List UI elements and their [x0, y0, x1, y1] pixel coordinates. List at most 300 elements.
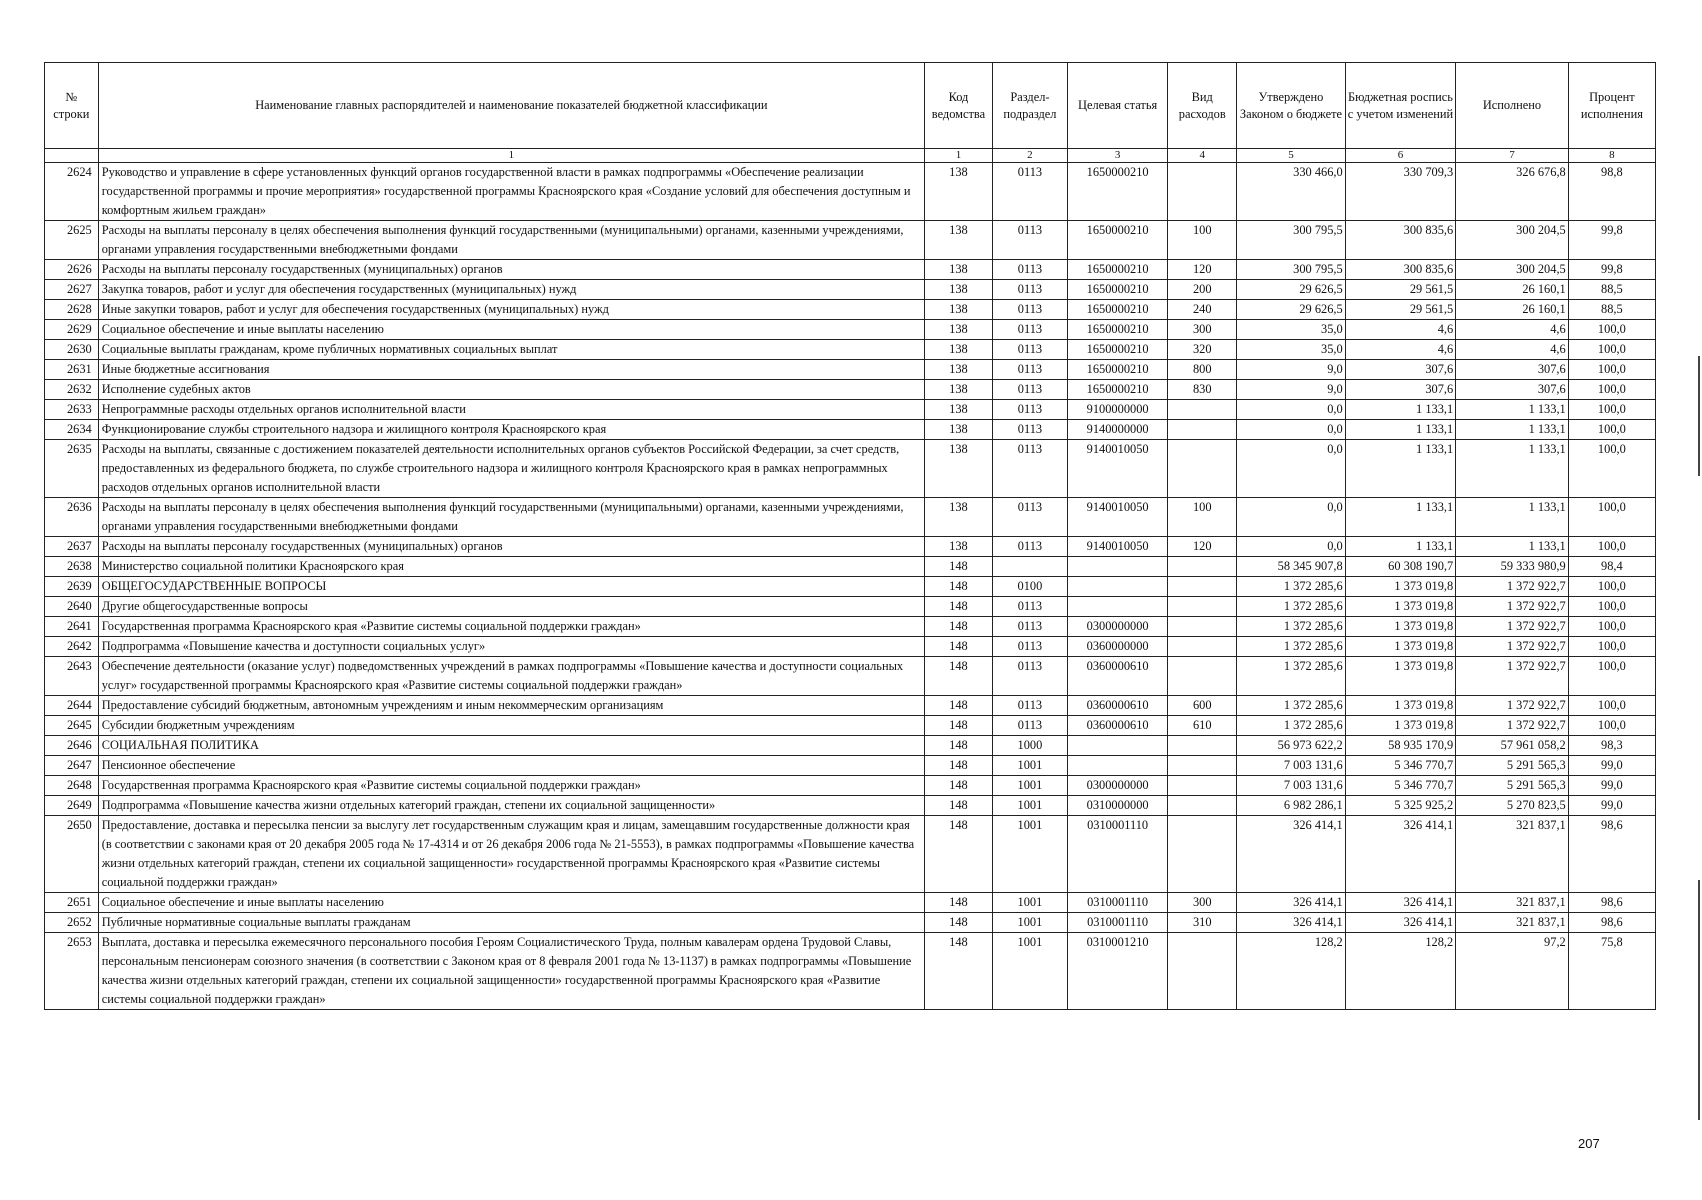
table-row [45, 637, 1656, 657]
row-type-cell: 120 [1168, 260, 1237, 280]
row-target-cell: 9140010050 [1067, 537, 1167, 557]
row-name-cell: Другие общегосударственные вопросы [98, 597, 924, 617]
row-budget-cell: 4,6 [1345, 340, 1456, 360]
row-approved-cell: 300 795,5 [1237, 260, 1345, 280]
row-name-cell: Руководство и управление в сфере установленных функций органов государственной власти в рамках подпрограммы «Обеспечение реализации государственной программы и прочие мероприятия» государственной программы Красноярского края «Создание условий для обеспечения доступным и комфортным жильем граждан» [98, 163, 924, 221]
row-section-cell: 0113 [992, 260, 1067, 280]
row-approved-cell: 6 982 286,1 [1237, 796, 1345, 816]
row-type-cell: 800 [1168, 360, 1237, 380]
row-number-cell: 2642 [45, 637, 99, 657]
row-budget-cell: 1 133,1 [1345, 400, 1456, 420]
row-approved-cell: 7 003 131,6 [1237, 776, 1345, 796]
row-dept-cell: 138 [925, 380, 993, 400]
row-target-cell [1067, 557, 1167, 577]
row-percent-cell: 100,0 [1568, 380, 1655, 400]
table-row [45, 557, 1656, 577]
row-executed-cell: 97,2 [1456, 933, 1569, 1010]
row-percent-cell: 100,0 [1568, 597, 1655, 617]
row-type-cell [1168, 637, 1237, 657]
row-approved-cell: 7 003 131,6 [1237, 756, 1345, 776]
row-section-cell: 0113 [992, 657, 1067, 696]
row-approved-cell: 29 626,5 [1237, 280, 1345, 300]
row-percent-cell: 100,0 [1568, 696, 1655, 716]
colnum-4: 3 [1067, 149, 1167, 163]
table-row [45, 380, 1656, 400]
row-executed-cell: 300 204,5 [1456, 260, 1569, 280]
budget-execution-table [44, 62, 1656, 1010]
row-executed-cell: 326 676,8 [1456, 163, 1569, 221]
column-number-row [45, 149, 1656, 163]
row-dept-cell: 138 [925, 260, 993, 280]
row-dept-cell: 148 [925, 816, 993, 893]
row-percent-cell: 88,5 [1568, 280, 1655, 300]
row-number-cell: 2644 [45, 696, 99, 716]
row-approved-cell: 35,0 [1237, 320, 1345, 340]
row-executed-cell: 321 837,1 [1456, 816, 1569, 893]
row-type-cell [1168, 736, 1237, 756]
row-percent-cell: 98,8 [1568, 163, 1655, 221]
row-budget-cell: 4,6 [1345, 320, 1456, 340]
row-section-cell: 0113 [992, 597, 1067, 617]
table-row [45, 360, 1656, 380]
row-approved-cell: 0,0 [1237, 440, 1345, 498]
row-number-cell: 2629 [45, 320, 99, 340]
row-dept-cell: 148 [925, 696, 993, 716]
row-target-cell: 1650000210 [1067, 221, 1167, 260]
row-budget-cell: 29 561,5 [1345, 300, 1456, 320]
row-number-cell: 2640 [45, 597, 99, 617]
colnum-7: 6 [1345, 149, 1456, 163]
row-type-cell [1168, 420, 1237, 440]
row-budget-cell: 307,6 [1345, 360, 1456, 380]
table-row [45, 498, 1656, 537]
row-name-cell: Предоставление субсидий бюджетным, автономным учреждениям и иным некоммерческим организациям [98, 696, 924, 716]
row-section-cell: 1001 [992, 933, 1067, 1010]
row-dept-cell: 148 [925, 637, 993, 657]
row-type-cell [1168, 400, 1237, 420]
row-dept-cell: 148 [925, 796, 993, 816]
row-type-cell [1168, 577, 1237, 597]
row-section-cell: 0113 [992, 498, 1067, 537]
colnum-5: 4 [1168, 149, 1237, 163]
row-budget-cell: 1 373 019,8 [1345, 657, 1456, 696]
row-name-cell: Социальные выплаты гражданам, кроме публичных нормативных социальных выплат [98, 340, 924, 360]
table-row [45, 221, 1656, 260]
row-dept-cell: 138 [925, 280, 993, 300]
row-approved-cell: 35,0 [1237, 340, 1345, 360]
row-percent-cell: 100,0 [1568, 637, 1655, 657]
row-executed-cell: 321 837,1 [1456, 893, 1569, 913]
row-number-cell: 2632 [45, 380, 99, 400]
row-target-cell: 0300000000 [1067, 617, 1167, 637]
colnum-8: 7 [1456, 149, 1569, 163]
header-section: Раздел-подраздел [992, 63, 1067, 149]
row-percent-cell: 98,3 [1568, 736, 1655, 756]
row-approved-cell: 0,0 [1237, 400, 1345, 420]
row-number-cell: 2634 [45, 420, 99, 440]
page-number: 207 [1578, 1136, 1600, 1151]
row-number-cell: 2653 [45, 933, 99, 1010]
row-executed-cell: 57 961 058,2 [1456, 736, 1569, 756]
row-type-cell: 100 [1168, 498, 1237, 537]
row-executed-cell: 1 133,1 [1456, 420, 1569, 440]
row-percent-cell: 100,0 [1568, 498, 1655, 537]
row-number-cell: 2627 [45, 280, 99, 300]
colnum-3: 2 [992, 149, 1067, 163]
row-dept-cell: 138 [925, 440, 993, 498]
table-row [45, 440, 1656, 498]
row-number-cell: 2650 [45, 816, 99, 893]
row-executed-cell: 26 160,1 [1456, 280, 1569, 300]
row-name-cell: Иные закупки товаров, работ и услуг для обеспечения государственных (муниципальных) нужд [98, 300, 924, 320]
row-target-cell: 0360000610 [1067, 657, 1167, 696]
row-target-cell [1067, 597, 1167, 617]
row-section-cell: 0113 [992, 300, 1067, 320]
row-target-cell: 0360000000 [1067, 637, 1167, 657]
row-type-cell: 300 [1168, 893, 1237, 913]
row-executed-cell: 307,6 [1456, 380, 1569, 400]
table-row [45, 340, 1656, 360]
row-percent-cell: 88,5 [1568, 300, 1655, 320]
row-budget-cell: 1 373 019,8 [1345, 577, 1456, 597]
row-dept-cell: 138 [925, 221, 993, 260]
row-approved-cell: 1 372 285,6 [1237, 716, 1345, 736]
row-approved-cell: 326 414,1 [1237, 893, 1345, 913]
row-target-cell [1067, 756, 1167, 776]
row-dept-cell: 138 [925, 360, 993, 380]
row-percent-cell: 100,0 [1568, 340, 1655, 360]
row-dept-cell: 138 [925, 300, 993, 320]
row-dept-cell: 148 [925, 736, 993, 756]
row-type-cell: 610 [1168, 716, 1237, 736]
row-percent-cell: 99,0 [1568, 756, 1655, 776]
row-name-cell: Государственная программа Красноярского края «Развитие системы социальной поддержки граждан» [98, 776, 924, 796]
row-section-cell [992, 557, 1067, 577]
row-target-cell: 0310000000 [1067, 796, 1167, 816]
row-number-cell: 2648 [45, 776, 99, 796]
row-executed-cell: 1 372 922,7 [1456, 637, 1569, 657]
row-section-cell: 0113 [992, 420, 1067, 440]
row-target-cell [1067, 736, 1167, 756]
row-budget-cell: 326 414,1 [1345, 893, 1456, 913]
table-row [45, 893, 1656, 913]
row-name-cell: Пенсионное обеспечение [98, 756, 924, 776]
row-target-cell: 9140010050 [1067, 498, 1167, 537]
row-executed-cell: 5 291 565,3 [1456, 756, 1569, 776]
row-section-cell: 1001 [992, 796, 1067, 816]
row-section-cell: 0113 [992, 400, 1067, 420]
row-number-cell: 2646 [45, 736, 99, 756]
row-approved-cell: 1 372 285,6 [1237, 617, 1345, 637]
table-row [45, 796, 1656, 816]
row-section-cell: 0113 [992, 360, 1067, 380]
table-row [45, 776, 1656, 796]
table-row [45, 696, 1656, 716]
row-target-cell: 0310001210 [1067, 933, 1167, 1010]
header-exp-type: Вид расходов [1168, 63, 1237, 149]
table-row [45, 657, 1656, 696]
row-dept-cell: 148 [925, 776, 993, 796]
row-number-cell: 2638 [45, 557, 99, 577]
row-executed-cell: 300 204,5 [1456, 221, 1569, 260]
row-name-cell: Расходы на выплаты персоналу государственных (муниципальных) органов [98, 537, 924, 557]
table-row [45, 597, 1656, 617]
row-executed-cell: 5 270 823,5 [1456, 796, 1569, 816]
row-percent-cell: 100,0 [1568, 440, 1655, 498]
row-executed-cell: 1 372 922,7 [1456, 577, 1569, 597]
row-budget-cell: 58 935 170,9 [1345, 736, 1456, 756]
row-target-cell: 1650000210 [1067, 163, 1167, 221]
row-type-cell: 320 [1168, 340, 1237, 360]
row-budget-cell: 300 835,6 [1345, 221, 1456, 260]
row-target-cell: 0310001110 [1067, 913, 1167, 933]
row-name-cell: Субсидии бюджетным учреждениям [98, 716, 924, 736]
row-number-cell: 2641 [45, 617, 99, 637]
row-dept-cell: 148 [925, 617, 993, 637]
row-number-cell: 2637 [45, 537, 99, 557]
row-name-cell: Непрограммные расходы отдельных органов исполнительной власти [98, 400, 924, 420]
row-type-cell: 100 [1168, 221, 1237, 260]
row-executed-cell: 1 133,1 [1456, 537, 1569, 557]
row-budget-cell: 1 133,1 [1345, 537, 1456, 557]
row-approved-cell: 1 372 285,6 [1237, 637, 1345, 657]
row-approved-cell: 1 372 285,6 [1237, 657, 1345, 696]
row-target-cell [1067, 577, 1167, 597]
row-percent-cell: 98,6 [1568, 893, 1655, 913]
table-row [45, 260, 1656, 280]
row-approved-cell: 1 372 285,6 [1237, 696, 1345, 716]
row-budget-cell: 1 373 019,8 [1345, 716, 1456, 736]
row-target-cell: 0310001110 [1067, 893, 1167, 913]
row-target-cell: 1650000210 [1067, 280, 1167, 300]
row-target-cell: 1650000210 [1067, 300, 1167, 320]
row-dept-cell: 148 [925, 716, 993, 736]
row-executed-cell: 1 372 922,7 [1456, 716, 1569, 736]
row-type-cell [1168, 796, 1237, 816]
row-number-cell: 2649 [45, 796, 99, 816]
row-percent-cell: 100,0 [1568, 617, 1655, 637]
row-budget-cell: 1 373 019,8 [1345, 597, 1456, 617]
row-budget-cell: 60 308 190,7 [1345, 557, 1456, 577]
row-executed-cell: 1 133,1 [1456, 440, 1569, 498]
row-name-cell: Публичные нормативные социальные выплаты гражданам [98, 913, 924, 933]
scan-edge-mark [1698, 356, 1700, 476]
row-name-cell: Расходы на выплаты, связанные с достижением показателей деятельности исполнительных органов субъектов Российской Федерации, за счет средств, предоставленных из федерального бюджета, по службе строительного надзора и жилищного контроля Красноярского края в рамках непрограммных расходов отдельных органов исполнительной власти [98, 440, 924, 498]
row-section-cell: 1001 [992, 893, 1067, 913]
row-budget-cell: 300 835,6 [1345, 260, 1456, 280]
row-approved-cell: 1 372 285,6 [1237, 577, 1345, 597]
row-name-cell: Иные бюджетные ассигнования [98, 360, 924, 380]
row-name-cell: Закупка товаров, работ и услуг для обеспечения государственных (муниципальных) нужд [98, 280, 924, 300]
row-type-cell [1168, 597, 1237, 617]
colnum-0 [45, 149, 99, 163]
row-section-cell: 0113 [992, 163, 1067, 221]
row-dept-cell: 148 [925, 657, 993, 696]
row-executed-cell: 1 133,1 [1456, 400, 1569, 420]
row-approved-cell: 9,0 [1237, 380, 1345, 400]
row-dept-cell: 138 [925, 420, 993, 440]
table-row [45, 816, 1656, 893]
row-approved-cell: 128,2 [1237, 933, 1345, 1010]
row-budget-cell: 1 133,1 [1345, 420, 1456, 440]
scan-edge-mark [1698, 880, 1700, 1120]
row-dept-cell: 138 [925, 498, 993, 537]
row-name-cell: Министерство социальной политики Красноярского края [98, 557, 924, 577]
header-approved: Утверждено Законом о бюджете [1237, 63, 1345, 149]
row-type-cell [1168, 933, 1237, 1010]
row-name-cell: Подпрограмма «Повышение качества жизни отдельных категорий граждан, степени их социальной защищенности» [98, 796, 924, 816]
row-executed-cell: 26 160,1 [1456, 300, 1569, 320]
row-dept-cell: 148 [925, 913, 993, 933]
row-section-cell: 1001 [992, 913, 1067, 933]
row-name-cell: Социальное обеспечение и иные выплаты населению [98, 320, 924, 340]
header-row-no: № строки [45, 63, 99, 149]
row-type-cell [1168, 816, 1237, 893]
row-number-cell: 2652 [45, 913, 99, 933]
row-type-cell [1168, 440, 1237, 498]
row-number-cell: 2630 [45, 340, 99, 360]
row-dept-cell: 148 [925, 756, 993, 776]
row-approved-cell: 0,0 [1237, 498, 1345, 537]
header-budget-list: Бюджетная роспись с учетом изменений [1345, 63, 1456, 149]
row-approved-cell: 56 973 622,2 [1237, 736, 1345, 756]
table-row [45, 420, 1656, 440]
row-dept-cell: 138 [925, 537, 993, 557]
row-executed-cell: 1 372 922,7 [1456, 617, 1569, 637]
row-type-cell: 200 [1168, 280, 1237, 300]
row-target-cell: 1650000210 [1067, 340, 1167, 360]
row-executed-cell: 1 372 922,7 [1456, 657, 1569, 696]
row-approved-cell: 1 372 285,6 [1237, 597, 1345, 617]
row-type-cell [1168, 657, 1237, 696]
table-row [45, 577, 1656, 597]
row-budget-cell: 1 373 019,8 [1345, 617, 1456, 637]
row-target-cell: 9100000000 [1067, 400, 1167, 420]
row-target-cell: 0310001110 [1067, 816, 1167, 893]
header-executed: Исполнено [1456, 63, 1569, 149]
row-budget-cell: 5 325 925,2 [1345, 796, 1456, 816]
row-type-cell: 120 [1168, 537, 1237, 557]
row-executed-cell: 4,6 [1456, 340, 1569, 360]
row-number-cell: 2628 [45, 300, 99, 320]
row-section-cell: 0113 [992, 280, 1067, 300]
table-row [45, 537, 1656, 557]
row-percent-cell: 99,8 [1568, 260, 1655, 280]
row-type-cell [1168, 163, 1237, 221]
row-approved-cell: 29 626,5 [1237, 300, 1345, 320]
budget-table-sheet [44, 62, 1656, 1010]
row-section-cell: 0113 [992, 380, 1067, 400]
row-executed-cell: 5 291 565,3 [1456, 776, 1569, 796]
row-budget-cell: 307,6 [1345, 380, 1456, 400]
row-name-cell: Социальное обеспечение и иные выплаты населению [98, 893, 924, 913]
row-approved-cell: 9,0 [1237, 360, 1345, 380]
row-number-cell: 2645 [45, 716, 99, 736]
table-row [45, 617, 1656, 637]
row-executed-cell: 307,6 [1456, 360, 1569, 380]
row-budget-cell: 5 346 770,7 [1345, 776, 1456, 796]
row-name-cell: Предоставление, доставка и пересылка пенсии за выслугу лет государственным служащим края и лицам, замещавшим государственные должности края (в соответствии с законами края от 20 декабря 2005 года № 17-4314 и от 26 декабря 2006 года № 21-5553), в рамках подпрограммы «Повышение качества жизни отдельных категорий граждан, степени их социальной защищенности» государственной программы Красноярского края «Развитие системы социальной поддержки граждан» [98, 816, 924, 893]
row-budget-cell: 330 709,3 [1345, 163, 1456, 221]
row-name-cell: Расходы на выплаты персоналу в целях обеспечения выполнения функций государственными (муниципальными) органами, казенными учреждениями, органами управления государственными внебюджетными фондами [98, 498, 924, 537]
row-number-cell: 2643 [45, 657, 99, 696]
row-name-cell: Государственная программа Красноярского края «Развитие системы социальной поддержки граждан» [98, 617, 924, 637]
row-type-cell: 300 [1168, 320, 1237, 340]
row-name-cell: Функционирование службы строительного надзора и жилищного контроля Красноярского края [98, 420, 924, 440]
row-budget-cell: 1 373 019,8 [1345, 637, 1456, 657]
row-budget-cell: 5 346 770,7 [1345, 756, 1456, 776]
row-type-cell: 600 [1168, 696, 1237, 716]
row-type-cell: 310 [1168, 913, 1237, 933]
row-dept-cell: 148 [925, 557, 993, 577]
row-budget-cell: 1 133,1 [1345, 440, 1456, 498]
row-type-cell: 830 [1168, 380, 1237, 400]
row-percent-cell: 100,0 [1568, 420, 1655, 440]
row-section-cell: 0100 [992, 577, 1067, 597]
row-target-cell: 0360000610 [1067, 696, 1167, 716]
row-section-cell: 0113 [992, 617, 1067, 637]
row-executed-cell: 59 333 980,9 [1456, 557, 1569, 577]
row-percent-cell: 100,0 [1568, 320, 1655, 340]
row-type-cell [1168, 776, 1237, 796]
table-row [45, 716, 1656, 736]
row-name-cell: Обеспечение деятельности (оказание услуг) подведомственных учреждений в рамках подпрограммы «Повышение качества и доступности социальных услуг» государственной программы Красноярского края «Развитие системы социальной поддержки граждан» [98, 657, 924, 696]
row-approved-cell: 0,0 [1237, 420, 1345, 440]
row-target-cell: 1650000210 [1067, 380, 1167, 400]
row-section-cell: 0113 [992, 716, 1067, 736]
row-section-cell: 1001 [992, 756, 1067, 776]
row-percent-cell: 99,8 [1568, 221, 1655, 260]
row-percent-cell: 100,0 [1568, 537, 1655, 557]
row-percent-cell: 100,0 [1568, 360, 1655, 380]
row-number-cell: 2635 [45, 440, 99, 498]
row-percent-cell: 98,4 [1568, 557, 1655, 577]
row-dept-cell: 138 [925, 400, 993, 420]
header-row [45, 63, 1656, 149]
row-percent-cell: 99,0 [1568, 796, 1655, 816]
row-budget-cell: 1 373 019,8 [1345, 696, 1456, 716]
row-type-cell [1168, 756, 1237, 776]
row-name-cell: Расходы на выплаты персоналу государственных (муниципальных) органов [98, 260, 924, 280]
row-budget-cell: 326 414,1 [1345, 913, 1456, 933]
header-target: Целевая статья [1067, 63, 1167, 149]
row-number-cell: 2626 [45, 260, 99, 280]
row-number-cell: 2639 [45, 577, 99, 597]
row-number-cell: 2633 [45, 400, 99, 420]
row-name-cell: Исполнение судебных актов [98, 380, 924, 400]
row-executed-cell: 1 372 922,7 [1456, 696, 1569, 716]
row-budget-cell: 326 414,1 [1345, 816, 1456, 893]
row-section-cell: 1001 [992, 816, 1067, 893]
row-target-cell: 0300000000 [1067, 776, 1167, 796]
row-dept-cell: 148 [925, 933, 993, 1010]
row-type-cell [1168, 557, 1237, 577]
row-type-cell: 240 [1168, 300, 1237, 320]
row-percent-cell: 98,6 [1568, 816, 1655, 893]
row-percent-cell: 100,0 [1568, 400, 1655, 420]
row-type-cell [1168, 617, 1237, 637]
row-name-cell: Подпрограмма «Повышение качества и доступности социальных услуг» [98, 637, 924, 657]
row-dept-cell: 148 [925, 577, 993, 597]
row-number-cell: 2625 [45, 221, 99, 260]
row-number-cell: 2624 [45, 163, 99, 221]
row-section-cell: 0113 [992, 221, 1067, 260]
row-target-cell: 1650000210 [1067, 260, 1167, 280]
row-section-cell: 0113 [992, 340, 1067, 360]
row-percent-cell: 100,0 [1568, 577, 1655, 597]
header-name: Наименование главных распорядителей и наименование показателей бюджетной классификации [98, 63, 924, 149]
table-row [45, 320, 1656, 340]
